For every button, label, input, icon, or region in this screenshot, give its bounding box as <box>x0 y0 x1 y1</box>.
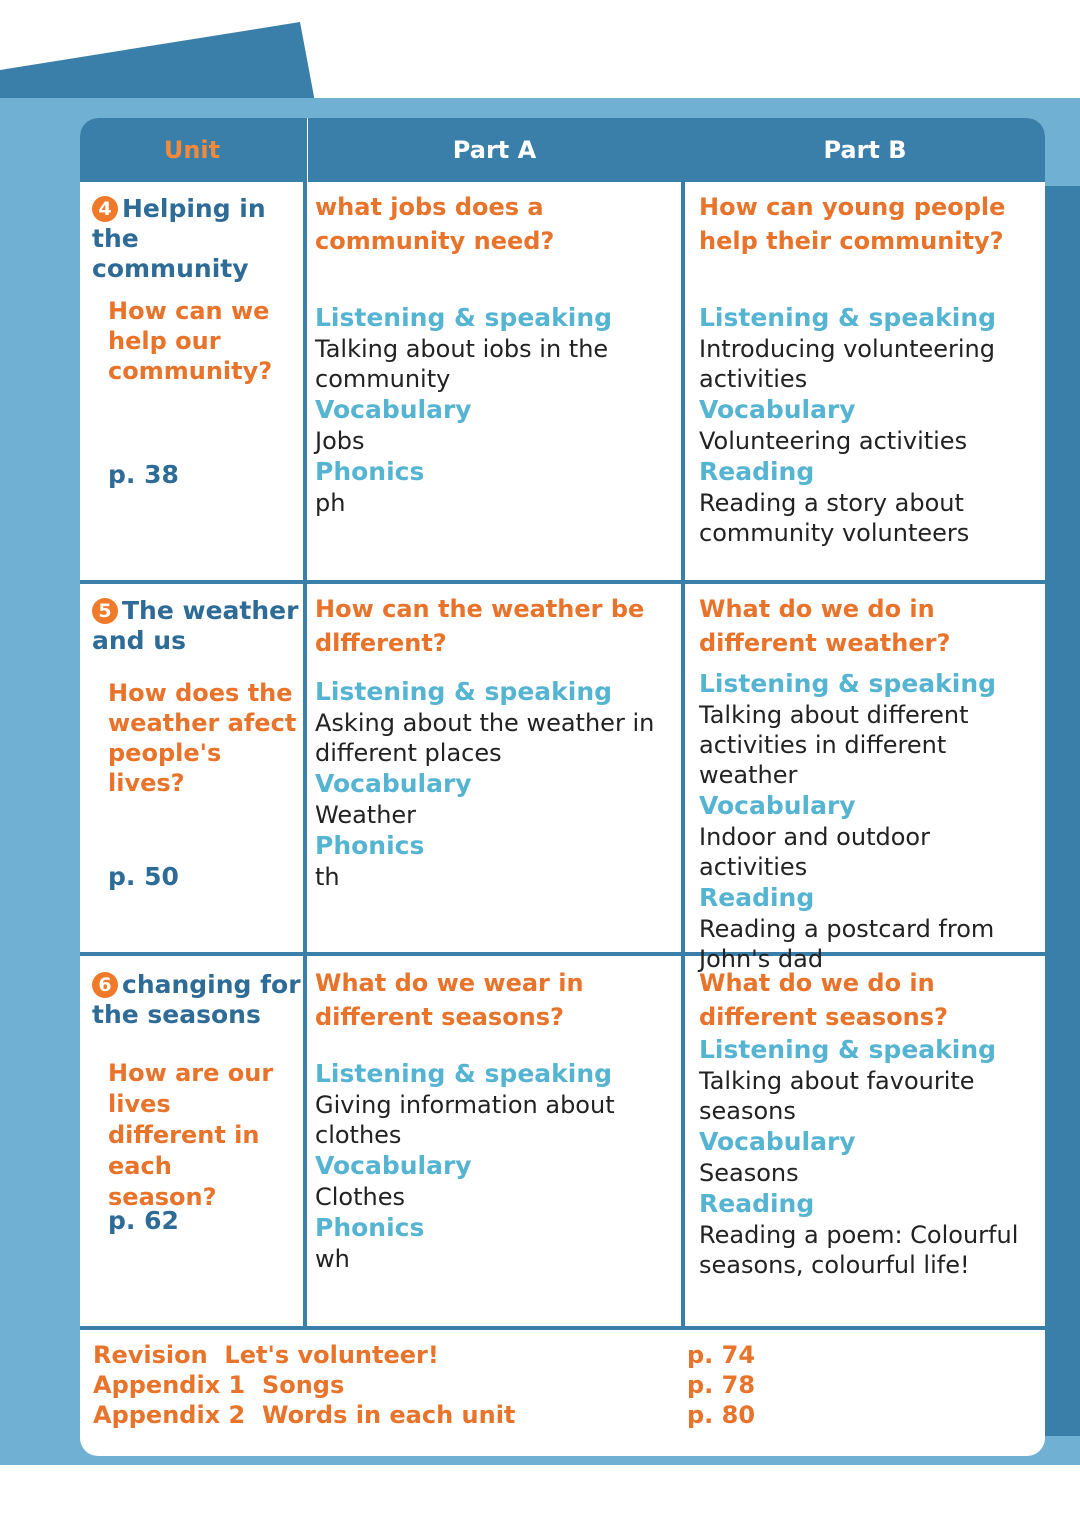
section-list <box>699 302 1034 548</box>
part-a-cell <box>315 190 675 518</box>
section-heading: Vocabulary <box>315 1151 472 1180</box>
unit-page: p. 50 <box>108 862 179 891</box>
section-text: th <box>315 863 340 891</box>
section-heading: Phonics <box>315 1213 425 1242</box>
part-b-question: What do we do in different seasons? <box>699 969 948 1031</box>
section-text: Indoor and outdoor activities <box>699 823 930 881</box>
part-a-question: How can the weather be dlfferent? <box>315 595 645 657</box>
section-heading: Vocabulary <box>699 791 856 820</box>
unit-number-badge: 6 <box>92 972 118 998</box>
section-list <box>699 1034 1039 1280</box>
footer-item-page: p. 80 <box>687 1401 756 1429</box>
section-heading: Reading <box>699 1189 815 1218</box>
section-list <box>699 668 1039 974</box>
contents-table <box>80 118 1045 1456</box>
column-divider <box>303 118 307 1330</box>
section-text: Jobs <box>315 427 365 455</box>
decorative-top-tab <box>0 22 315 102</box>
footer-labels <box>93 1340 653 1430</box>
unit-number-badge: 5 <box>92 598 118 624</box>
header-part-b: Part B <box>685 118 1045 182</box>
part-b-question: How can young people help their community? <box>699 193 1006 255</box>
footer-item-page: p. 78 <box>687 1371 756 1399</box>
section-heading: Vocabulary <box>699 395 856 424</box>
section-heading: Listening & speaking <box>699 669 997 698</box>
section-heading: Vocabulary <box>315 395 472 424</box>
section-list <box>315 302 675 518</box>
part-b-cell <box>699 190 1034 548</box>
unit-title: 5 The weather and us <box>92 596 299 655</box>
row-divider <box>80 580 1045 584</box>
unit-page: p. 62 <box>108 1206 179 1235</box>
section-text: Reading a postcard from John's dad <box>699 915 995 973</box>
section-heading: Listening & speaking <box>699 1035 997 1064</box>
section-text: Reading a poem: Colourful seasons, colourful life! <box>699 1221 1019 1279</box>
section-list <box>315 1058 675 1274</box>
footer-item-label: Appendix 2 Words in each unit <box>93 1401 516 1429</box>
section-heading: Listening & speaking <box>699 303 997 332</box>
footer-item-page: p. 74 <box>687 1341 756 1369</box>
part-a-cell <box>315 966 675 1274</box>
unit-title: 4 Helping in the community <box>92 194 266 283</box>
unit-cell <box>92 970 302 1235</box>
unit-cell <box>92 596 302 891</box>
section-text: Asking about the weather in different places <box>315 709 655 767</box>
unit-question: How does the weather afect people's lives? <box>108 679 297 797</box>
section-heading: Reading <box>699 457 815 486</box>
section-heading: Phonics <box>315 457 425 486</box>
unit-title: 6 changing for the seasons <box>92 970 301 1029</box>
section-heading: Listening & speaking <box>315 303 613 332</box>
row-divider <box>80 1326 1045 1330</box>
section-text: Clothes <box>315 1183 405 1211</box>
unit-page: p. 38 <box>108 460 179 489</box>
unit-cell <box>92 194 302 489</box>
part-b-question: What do we do in different weather? <box>699 595 951 657</box>
unit-question: How are our lives different in each season? <box>108 1059 274 1211</box>
unit-question: How can we help our community? <box>108 297 273 385</box>
section-heading: Vocabulary <box>315 769 472 798</box>
header-unit: Unit <box>80 118 304 182</box>
section-text: Weather <box>315 801 417 829</box>
part-a-cell <box>315 592 675 892</box>
section-text: Seasons <box>699 1159 799 1187</box>
section-text: ph <box>315 489 346 517</box>
part-b-cell <box>699 966 1039 1280</box>
section-heading: Reading <box>699 883 815 912</box>
footer-pages <box>687 1340 887 1430</box>
section-text: Talking about favourite seasons <box>699 1067 975 1125</box>
header-part-a: Part A <box>308 118 681 182</box>
section-heading: Listening & speaking <box>315 677 613 706</box>
part-b-cell <box>699 592 1039 974</box>
section-heading: Listening & speaking <box>315 1059 613 1088</box>
section-text: Volunteering activities <box>699 427 968 455</box>
section-text: Talking about iobs in the community <box>315 335 609 393</box>
section-text: Giving information about clothes <box>315 1091 615 1149</box>
section-text: Talking about different activities in different weather <box>699 701 969 789</box>
section-text: Reading a story about community volunteers <box>699 489 970 547</box>
column-divider <box>681 118 685 1330</box>
decorative-right-band <box>1045 186 1080 1436</box>
section-heading: Vocabulary <box>699 1127 856 1156</box>
section-text: Introducing volunteering activities <box>699 335 996 393</box>
part-a-question: what jobs does a community need? <box>315 193 555 255</box>
footer-item-label: Appendix 1 Songs <box>93 1371 345 1399</box>
section-list <box>315 676 675 892</box>
unit-number-badge: 4 <box>92 196 118 222</box>
section-heading: Phonics <box>315 831 425 860</box>
footer-item-label: Revision Let's volunteer! <box>93 1341 439 1369</box>
section-text: wh <box>315 1245 350 1273</box>
part-a-question: What do we wear in different seasons? <box>315 969 584 1031</box>
